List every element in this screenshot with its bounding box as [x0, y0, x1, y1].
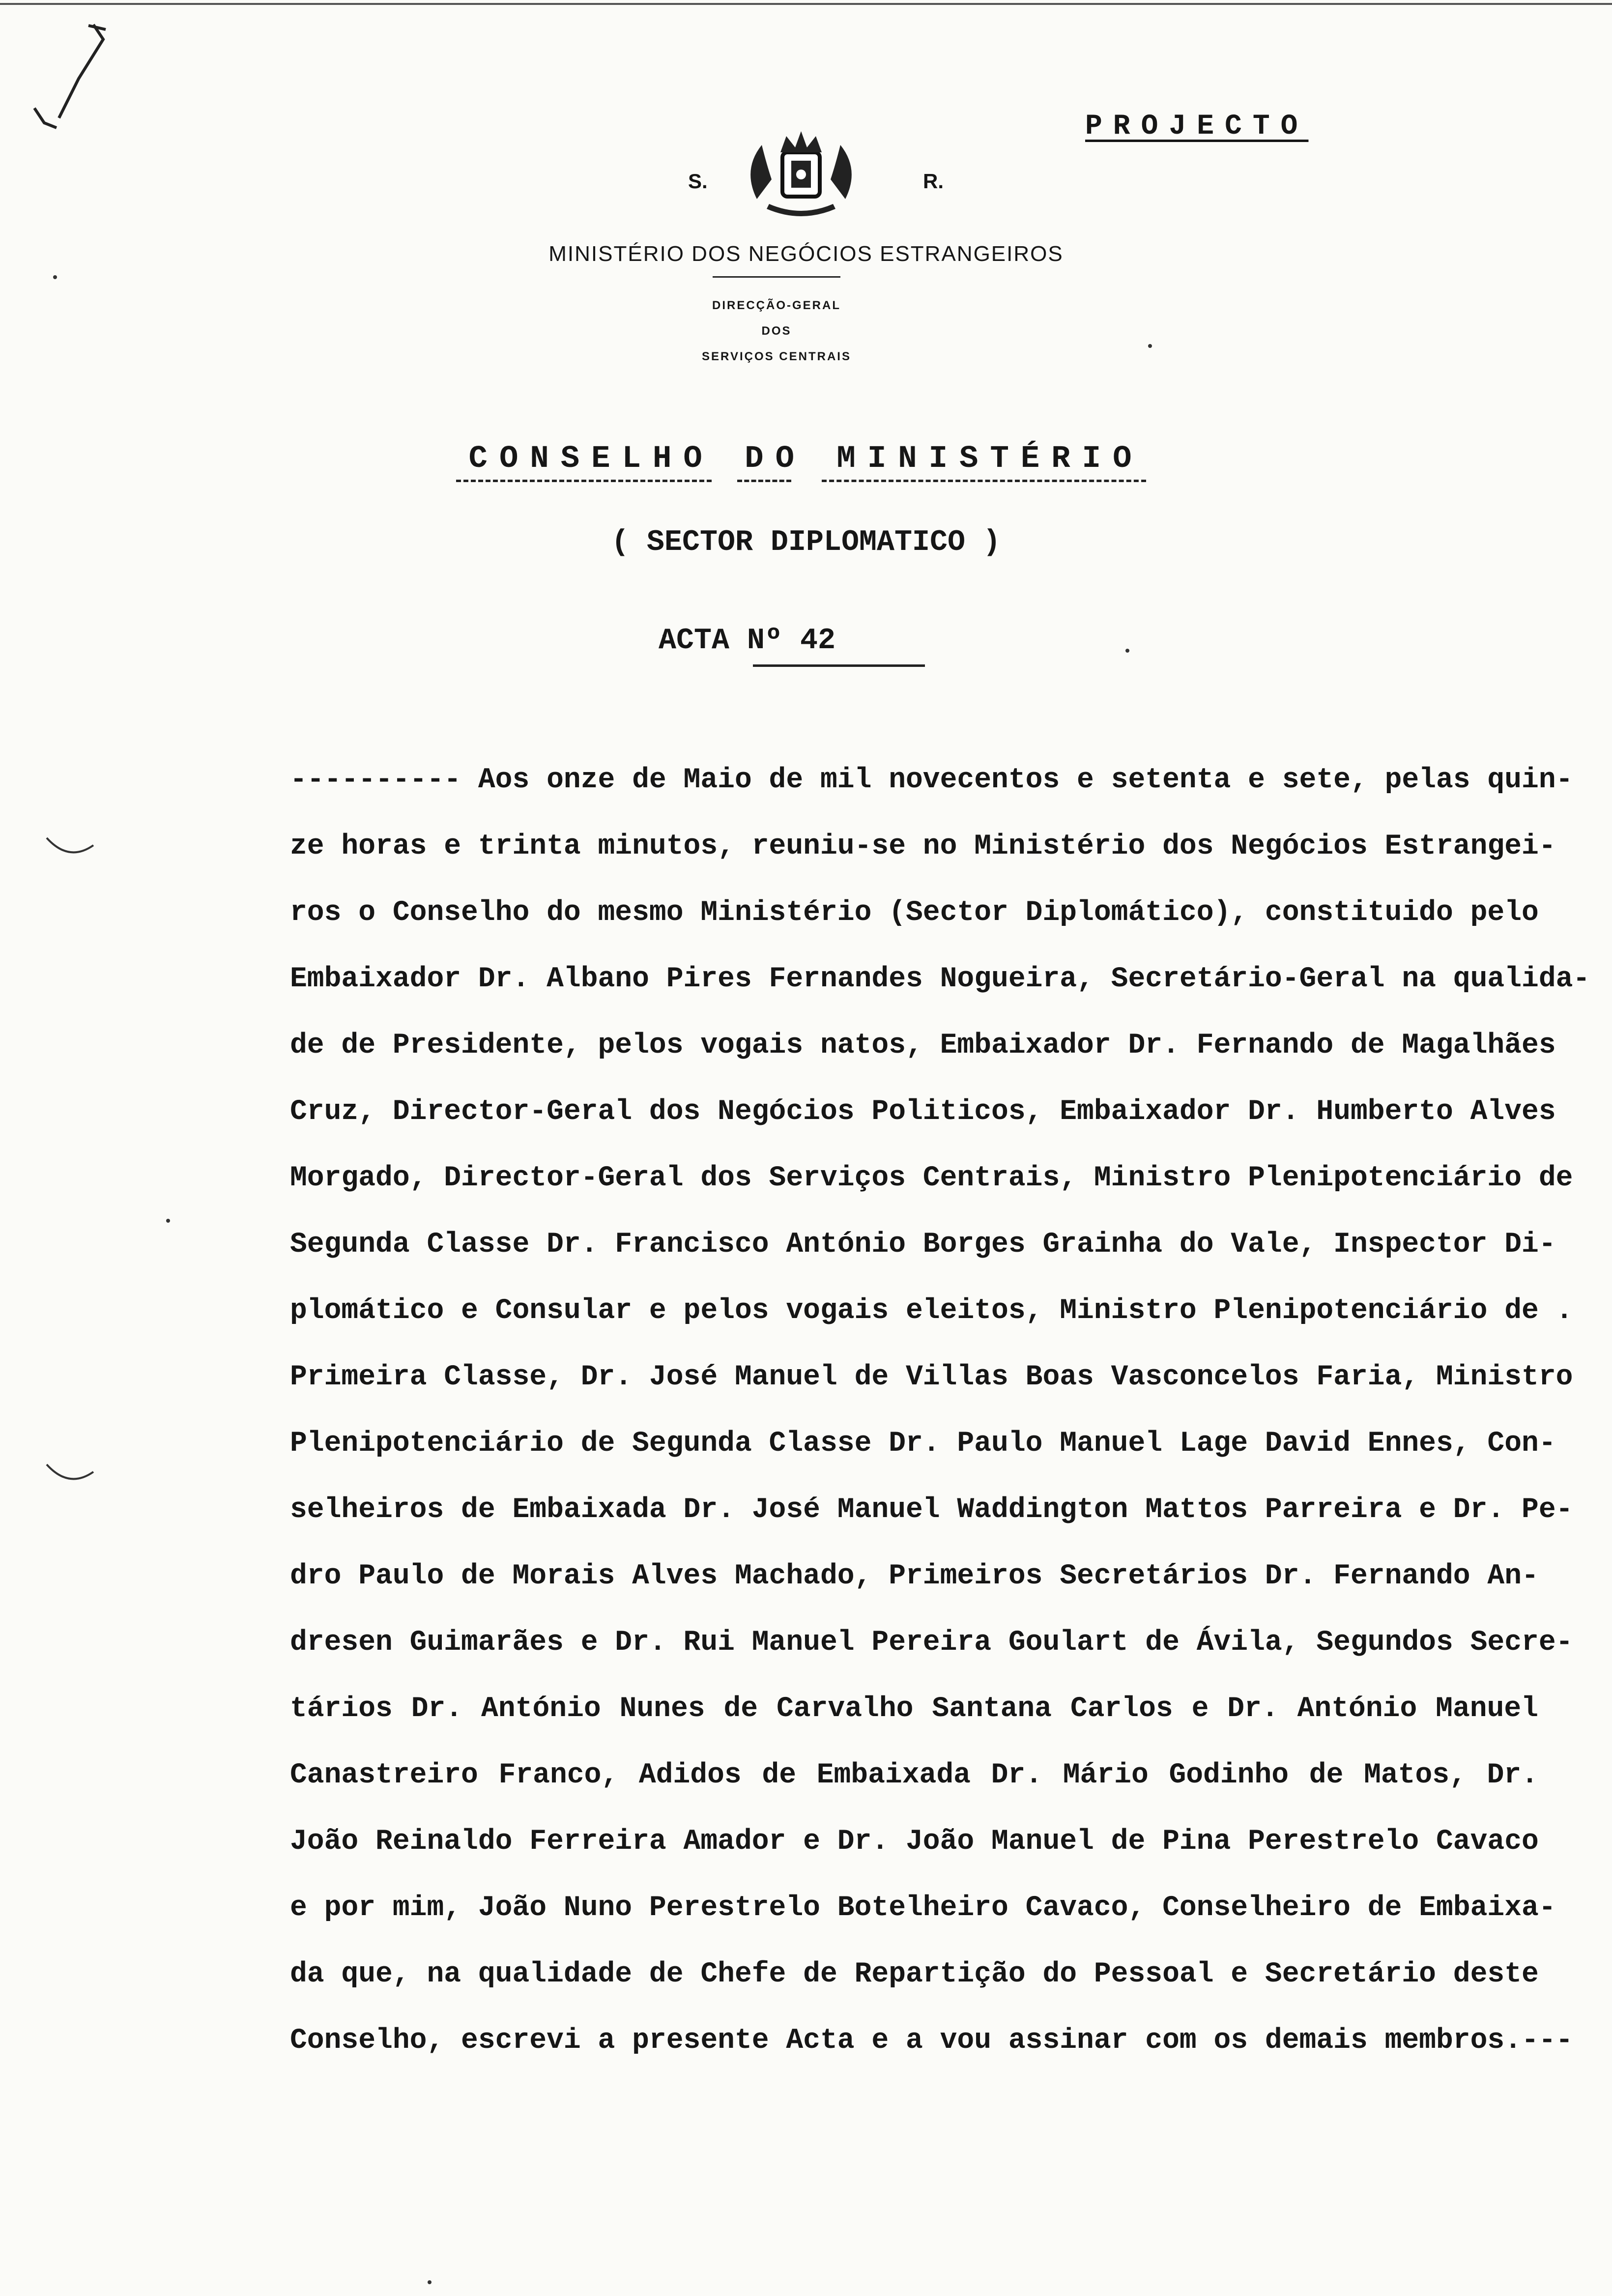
scan-edge-line: [0, 3, 1612, 5]
ministry-divider: [713, 276, 840, 278]
body-line: e por mim, João Nuno Perestrelo Botelheiro Cavaco, Conselheiro de Embaixa-: [290, 1892, 1556, 1924]
acta-underline: [753, 664, 925, 667]
body-line: de de Presidente, pelos vogais natos, Embaixador Dr. Fernando de Magalhães: [290, 1030, 1556, 1062]
council-underline-1: [456, 480, 712, 482]
body-line: Morgado, Director-Geral dos Serviços Centrais, Ministro Plenipotenciário de: [290, 1162, 1573, 1194]
coat-of-arms-icon: [737, 125, 865, 224]
minutes-body: [290, 757, 1590, 2084]
handwritten-mark-icon: [20, 20, 118, 138]
body-line: ze horas e trinta minutos, reuniu-se no Ministério dos Negócios Estrangei-: [290, 831, 1556, 862]
sector-subtitle: ( SECTOR DIPLOMATICO ): [611, 526, 1001, 559]
body-line: Canastreiro Franco, Adidos de Embaixada Dr. Mário Godinho de Matos, Dr.: [290, 1759, 1538, 1791]
council-underline-3: [822, 480, 1146, 482]
body-line: ---------- Aos onze de Maio de mil novecentos e setenta e sete, pelas quin-: [290, 764, 1573, 796]
body-line: Primeira Classe, Dr. José Manuel de Villas Boas Vasconcelos Faria, Ministro: [290, 1361, 1573, 1393]
body-line: da que, na qualidade de Chefe de Repartição do Pessoal e Secretário deste: [290, 1958, 1539, 1990]
council-underline-2: [737, 480, 791, 482]
speck: [53, 275, 57, 279]
acta-number: ACTA Nº 42: [658, 624, 836, 658]
body-line: ros o Conselho do mesmo Ministério (Sector Diplomático), constituido pelo: [290, 897, 1539, 929]
body-line: Cruz, Director-Geral dos Negócios Politicos, Embaixador Dr. Humberto Alves: [290, 1096, 1556, 1128]
body-line: Plenipotenciário de Segunda Classe Dr. Paulo Manuel Lage David Ennes, Con-: [290, 1428, 1556, 1460]
council-heading: CONSELHO DO MINISTÉRIO: [468, 441, 1144, 477]
department-line-2: DOS: [761, 324, 792, 338]
speck: [166, 1219, 170, 1223]
ministry-name: MINISTÉRIO DOS NEGÓCIOS ESTRANGEIROS: [548, 242, 1064, 266]
speck: [428, 2280, 432, 2284]
body-line: tários Dr. António Nunes de Carvalho Santana Carlos e Dr. António Manuel: [290, 1693, 1538, 1725]
projecto-stamp: PROJECTO: [1085, 111, 1309, 143]
body-line: Embaixador Dr. Albano Pires Fernandes Nogueira, Secretário-Geral na qualida-: [290, 963, 1590, 995]
ministry-crest: [688, 125, 944, 224]
body-line: João Reinaldo Ferreira Amador e Dr. João Manuel de Pina Perestrelo Cavaco: [290, 1826, 1539, 1858]
crest-letter-right: R.: [923, 170, 944, 193]
speck: [1148, 344, 1152, 348]
department-line-3: SERVIÇOS CENTRAIS: [702, 350, 851, 363]
body-line: plomático e Consular e pelos vogais eleitos, Ministro Plenipotenciário de .: [290, 1295, 1573, 1327]
department-line-1: DIRECÇÃO-GERAL: [712, 299, 841, 312]
binding-hole-mark-icon: [44, 835, 98, 860]
body-line: dro Paulo de Morais Alves Machado, Primeiros Secretários Dr. Fernando An-: [290, 1560, 1539, 1592]
body-line: Conselho, escrevi a presente Acta e a vou assinar com os demais membros.---: [290, 2025, 1573, 2057]
binding-hole-mark-icon: [44, 1462, 98, 1487]
body-line: selheiros de Embaixada Dr. José Manuel Waddington Mattos Parreira e Dr. Pe-: [290, 1494, 1573, 1526]
body-line: dresen Guimarães e Dr. Rui Manuel Pereira Goulart de Ávila, Segundos Secre-: [290, 1627, 1573, 1659]
speck: [1125, 649, 1129, 653]
crest-letter-left: S.: [688, 170, 708, 193]
body-line: Segunda Classe Dr. Francisco António Borges Grainha do Vale, Inspector Di-: [290, 1229, 1556, 1261]
